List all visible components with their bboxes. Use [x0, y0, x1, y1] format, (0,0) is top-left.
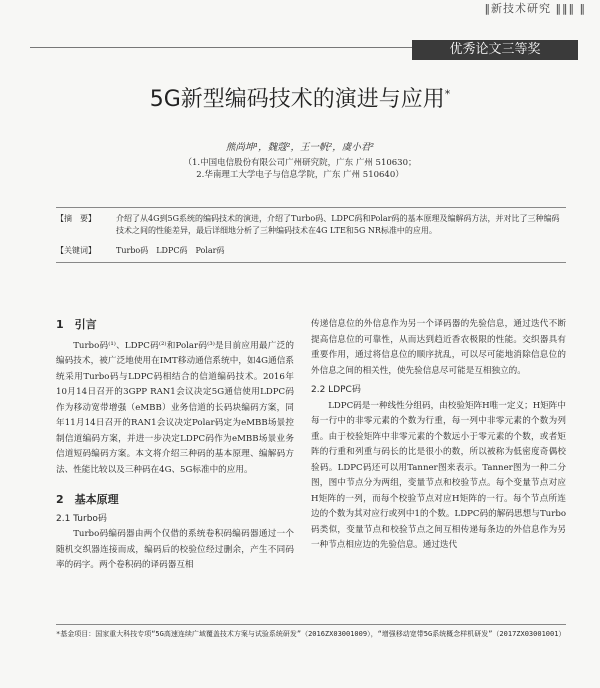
affiliation-2: 2.华南理工大学电子与信息学院，广东 广州 510640）: [196, 170, 404, 180]
title-footnote-mark: *: [444, 87, 451, 101]
section-2-1-paragraph: Turbo码编码器由两个仅借的系统卷积码编码器通过一个随机交织器连接而成，编码后的校验位经过删余，产生不同码率的码字。两个卷积码的译码器互相: [56, 529, 294, 570]
abstract-text: 介绍了从4G到5G系统的编码技术的演进，介绍了Turbo码、LDPC码和Polar码的基本原理及编解码方法，并对比了三种编码技术之间的性能差异，最后详细地分析了三种编码技术在4G LTE和5G NR标准中的应用。: [116, 214, 560, 235]
title-text: 5G新型编码技术的演进与应用: [149, 87, 445, 112]
affiliation-1: （1.中国电信股份有限公司广州研究院，广东 广州 510630；: [183, 158, 417, 168]
section-1-heading: 1 引言: [56, 318, 97, 331]
keywords-text: Turbo码 LDPC码 Polar码: [116, 246, 225, 255]
paper-title: [0, 82, 600, 113]
abstract-label: 【摘 要】: [56, 214, 96, 223]
keywords: [56, 245, 566, 256]
section-1-paragraph: Turbo码⁽¹⁾、LDPC码⁽²⁾和Polar码⁽³⁾是目前应用最广泛的编码技术，被广泛地使用在IMT移动通信系统中，如4G通信系统采用Turbo码与LDPC码相结合的信道编码技术。2016年10月14日召开的3GPP RAN1会议决定5G通信使用LDPC码作为移动宽带增强（eMBB）业务信道的长码块编码方案，同年11月14日召开的RAN1会议决定Polar码定为eMBB场景控制信道编码方案，并进一步决定LDPC码作为eMBB场景业务信道短码编码方案。本文将介绍三种码的基本原理、编解码方法、性能比较以及三种码在4G、5G标准中的应用。: [56, 340, 294, 475]
continued-paragraph: 传递信息位的外信息作为另一个译码器的先验信息，通过迭代不断提高信息位的可靠性，从而达到趋近香农极限的性能。交织器具有重要作用，通过将信息位的顺序扰乱，可以尽可能地消除信息位的外信息之间的相关性，使先验信息尽可能是互相独立的。: [311, 319, 566, 376]
left-column: [56, 317, 294, 574]
abstract: [56, 213, 566, 237]
section-2-1-heading: 2.1 Turbo码: [56, 513, 107, 524]
abstract-bottom-rule: [56, 262, 566, 263]
running-header: ‖新技术研究 ‖‖‖ ‖: [484, 2, 586, 15]
footnote-rule: [56, 624, 566, 625]
keywords-label: 【关键词】: [56, 246, 96, 255]
section-2-heading: 2 基本原理: [56, 493, 119, 506]
badge-rule: [30, 47, 412, 48]
award-badge: 优秀论文三等奖: [412, 40, 578, 60]
section-2-2-heading: 2.2 LDPC码: [311, 385, 361, 395]
authors: 熊尚坤¹，魏蔻²，王一帆²，虞小君²: [225, 142, 375, 153]
affiliations: [0, 157, 600, 181]
right-column: [311, 317, 566, 554]
funding-footnote: *基金项目：国家重大科技专项“5G高速连续广域覆盖技术方案与试验系统研发”（2016ZX03001009），“增强移动宽带5G系统概念样机研发”（2017ZX03001001）: [56, 630, 566, 638]
abstract-top-rule: [56, 207, 566, 208]
section-2-2-paragraph: LDPC码是一种线性分组码，由校验矩阵H唯一定义；H矩阵中每一行中的非零元素的个数为行重，每一列中非零元素的个数为列重。由于校验矩阵中非零元素的个数远小于零元素的个数，或者矩阵的行重和列重与码长的比是很小的数，所以被称为低密度奇偶校验码。LDPC码还可以用Tanner图来表示。Tanner图为一种二分图，图中节点分为两组，变量节点和校验节点。每个变量节点对应H矩阵的一列，而每个校验节点对应H矩阵的一行。每个节点所连边的个数为其对应行或列中1的个数。LDPC码的解码思想与Turbo码类似，变量节点和校验节点之间互相传递每条边的外信息作为另一种节点相应边的先验信息。通过迭代: [311, 400, 566, 550]
